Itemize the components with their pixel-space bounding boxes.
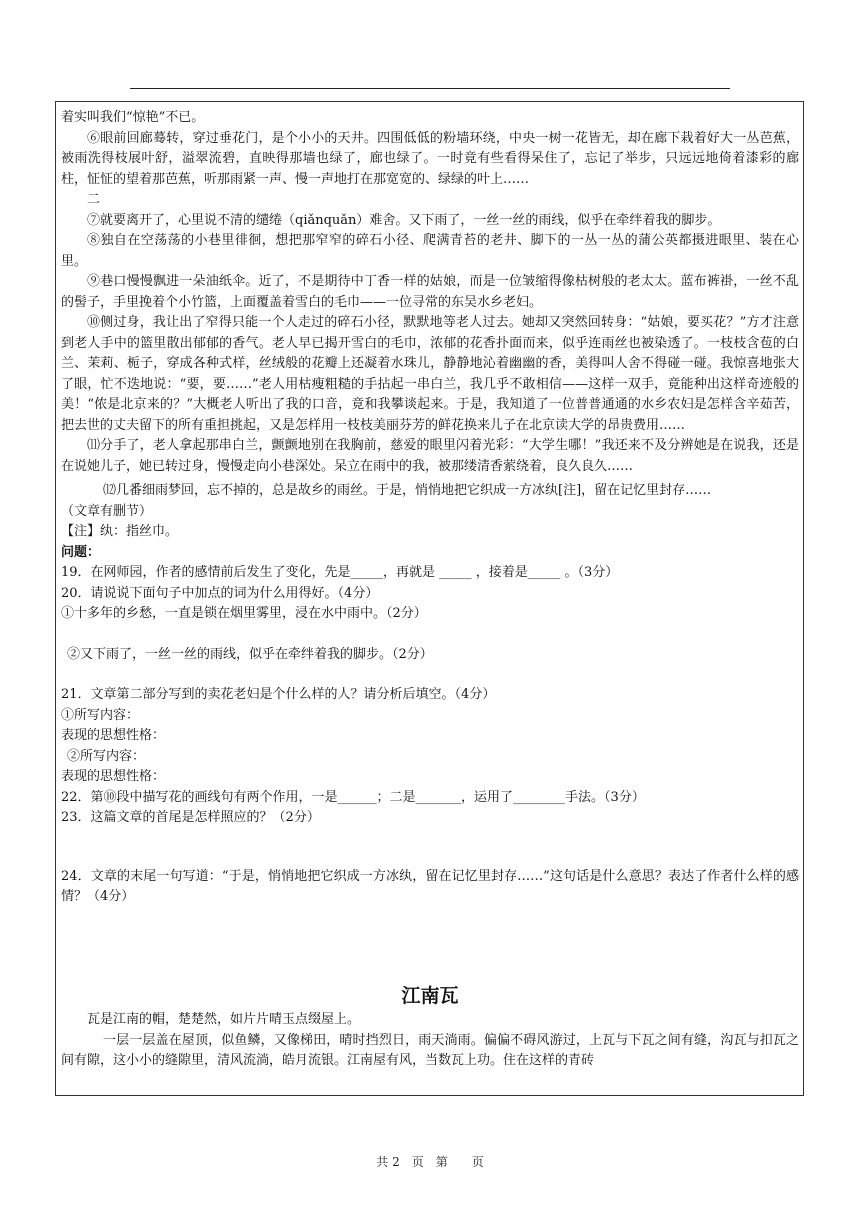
footnote: 【注】纨：指丝巾。 xyxy=(61,524,179,539)
paragraph-10: ⑩侧过身，我让出了窄得只能一个人走过的碎石小径，默默地等老人过去。她却又突然回转身：“姑娘，要买花？”方才注意到老人手中的篮里散出郁郁的香气。老人早已揭开雪白的毛巾，浓郁的花香扑面而来，似乎连雨丝也被染透了。一枝枝含苞的白兰、茉莉、栀子，穿成各种式样，丝绒般的花瓣上还凝着水珠儿，静静地沁着幽幽的香，美得叫人舍不得碰一碰。我惊喜地张大了眼，忙不迭地说：“要，要……”老人用枯瘦粗糙的手拈起一串白兰，我几乎不敢相信——这样一双手，竟能种出这样奇迹般的美！“侬是北京来的？”大概老人听出了我的口音，竟和我攀谈起来。于是，我知道了一位普普通通的水乡农妇是怎样含辛茹苦，把去世的丈夫留下的所有重担挑起，又是怎样用一枝枝美丽芬芳的鲜花换来儿子在北京读大学的昂贵费用…… xyxy=(61,315,799,433)
question-20-item-2: ②又下雨了，一丝一丝的雨线，似乎在牵绊着我的脚步。（2分） xyxy=(67,646,433,662)
question-19: 19．在网师园，作者的感情前后发生了变化，先是_____，再就是 _____ ，接着是_____ 。（3分） xyxy=(61,565,619,580)
question-21: 21．文章第二部分写到的卖花老妇是个什么样的人？请分析后填空。（4分） xyxy=(61,687,496,702)
question-23: 23．这篇文章的首尾是怎样照应的？（2分） xyxy=(61,810,320,825)
paragraph-6: ⑥眼前回廊蓦转，穿过垂花门，是个小小的天井。四围低低的粉墙环绕，中央一树一花皆无，却在廊下栽着好大一丛芭蕉，被雨洗得枝展叶舒，溢翠流碧，直映得那墙也绿了，廊也绿了。一时竟有些看得呆住了，忘记了举步，只远远地倚着漆彩的廊柱，怔怔的望着那芭蕉，听那雨紧一声、慢一声地打在那宽宽的、绿绿的叶上…… xyxy=(61,130,799,187)
question-24: 24．文章的末尾一句写道：“于是，悄悄地把它织成一方冰纨，留在记忆里封存……”这句话是什么意思？表达了作者什么样的感情？（4分） xyxy=(61,868,799,904)
question-20-item-1: ①十多年的乡愁，一直是锁在烟里雾里，浸在水中雨中。（2分） xyxy=(61,606,427,621)
paragraph-7: ⑦就要离开了，心里说不清的缱绻（qiǎnquǎn）难舍。又下雨了，一丝一丝的雨线，似乎在牵绊着我的脚步。 xyxy=(87,212,721,228)
question-21-content-2: ②所写内容： xyxy=(67,748,146,764)
paragraph-11: ⑾分手了，老人拿起那串白兰，颤颤地别在我胸前，慈爱的眼里闪着光彩：“大学生哪！”我还来不及分辨她是在说我，还是在说她儿子，她已转过身，慢慢走向小巷深处。呆立在雨中的我，被那缕清香萦绕着，良久良久…… xyxy=(61,438,799,474)
document-body xyxy=(61,108,799,1072)
paragraph-12: ⑿几番细雨梦回，忘不掉的，总是故乡的雨丝。于是，悄悄地把它织成一方冰纨[注]，留在记忆里封存…… xyxy=(103,483,712,498)
paragraph-8: ⑧独自在空荡荡的小巷里徘徊，想把那窄窄的碎石小径、爬满青苔的老井、脚下的一丛一丛的蒲公英都摄进眼里、装在心里。 xyxy=(61,233,799,269)
answer-space xyxy=(61,908,799,980)
article-title: 江南瓦 xyxy=(401,984,459,1007)
answer-space xyxy=(61,665,799,685)
answer-space xyxy=(61,829,799,867)
header-rule xyxy=(130,88,730,89)
source-note: （文章有删节） xyxy=(61,503,153,519)
question-22: 22．第⑩段中描写花的画线句有两个作用，一是______；二是_______，运用了________手法。（3分） xyxy=(61,789,645,805)
paragraph-5-tail: 着实叫我们“惊艳”不已。 xyxy=(61,110,205,125)
jiangnan-paragraph-1: 瓦是江南的帽，楚楚然，如片片晴玉点缀屋上。 xyxy=(87,1012,361,1027)
page-footer: 共 2 页 第 页 xyxy=(376,1155,484,1169)
question-21-trait-1: 表现的思想性格： xyxy=(61,728,166,743)
questions-heading: 问题： xyxy=(61,544,101,560)
section-heading-two: 二 xyxy=(87,192,101,207)
paragraph-9: ⑨巷口慢慢飘进一朵油纸伞。近了，不是期待中丁香一样的姑娘，而是一位皱缩得像枯树般的老太太。蓝布裤褂，一丝不乱的髻子，手里挽着个小竹篮，上面覆盖着雪白的毛巾——一位寻常的东吴水乡老妇。 xyxy=(61,274,799,310)
question-21-content-1: ①所写内容： xyxy=(61,707,140,723)
question-21-trait-2: 表现的思想性格： xyxy=(61,769,166,784)
page-frame xyxy=(55,101,804,1096)
answer-space xyxy=(61,625,799,645)
question-20: 20．请说说下面句子中加点的词为什么用得好。（4分） xyxy=(61,585,379,601)
jiangnan-paragraph-2: 一层一层盖在屋顶，似鱼鳞，又像梯田，晴时挡烈日，雨天淌雨。偏偏不碍风游过，上瓦与下瓦之间有缝，沟瓦与扣瓦之间有隙，这小小的缝隙里，清风流淌，皓月流银。江南屋有风，当数瓦上功。住在这样的青砖 xyxy=(61,1032,799,1068)
